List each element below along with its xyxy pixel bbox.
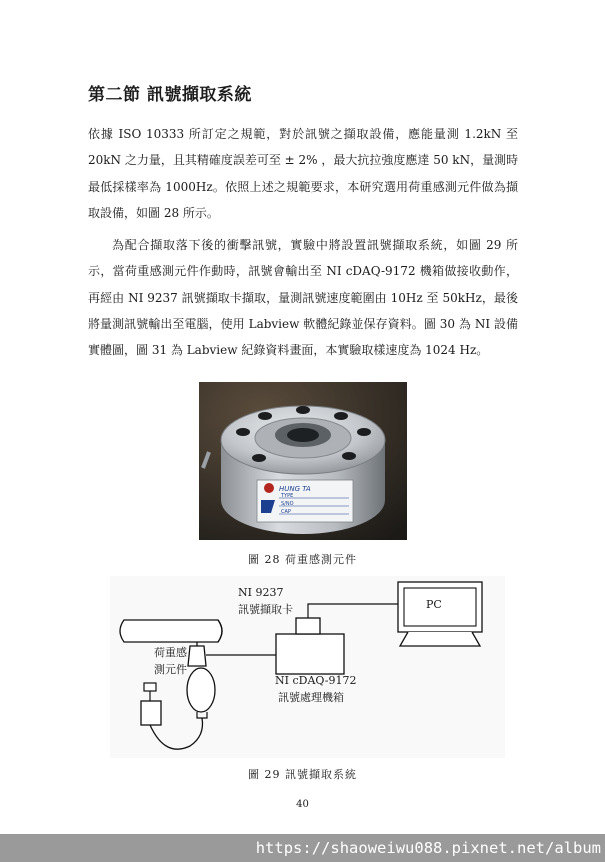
paragraph-line: 再經由 NI 9237 訊號擷取卡擷取，量測訊號速度範圍由 10Hz 至 50kHz，最後 [88,290,518,305]
brand-logo-icon [264,483,274,493]
paragraph-line: 將量測訊號輸出至電腦，使用 Labview 軟體紀錄並保存資料。圖 30 為 NI 設備 [88,316,518,331]
nameplate-field: S/NO [281,501,294,507]
section-heading: 第二節 訊號擷取系統 [88,85,252,105]
pc-keyboard [400,632,480,646]
cdaq-label: NI cDAQ-9172 [275,674,357,687]
ni9237-label: 訊號擷取卡 [238,603,293,616]
ni9237-label: NI 9237 [238,586,284,599]
bolt-hole [342,452,356,460]
paragraph-line: 最低採樣率為 1000Hz。依照上述之規範要求，本研究選用荷重感測元件做為擷 [88,179,518,194]
sensor-label: 測元件 [154,663,187,676]
paragraph-2 [88,232,518,363]
page-number: 40 [296,799,309,810]
nameplate-brand: HUNG TA [279,485,311,493]
paragraph-line: 實體圖，圖 31 為 Labview 紀錄資料畫面，本實驗取樣速度為 1024 Hz。 [88,343,489,358]
nameplate-field: CAP [281,509,291,515]
load-cell-photo [199,382,407,540]
bolt-hole [357,428,371,436]
bolt-hole [258,412,272,420]
figure-28-caption: 圖 28 荷重感測元件 [248,553,357,566]
pc-label: PC [426,598,442,611]
paragraph-line: 示，當荷重感測元件作動時，訊號會輸出至 NI cDAQ-9172 機箱做接收動作， [88,264,518,279]
cdaq-chassis [276,634,344,674]
bolt-hole [334,412,348,420]
bolt-hole [236,428,250,436]
paragraph-line: 20kN 之力量，且其精確度誤差可至 ± 2% ，最大抗拉強度應達 50 kN，量測時 [88,153,519,168]
beam [120,620,222,642]
paragraph-line: 取設備，如圖 28 所示。 [88,205,219,220]
figure-29-caption: 圖 29 訊號擷取系統 [248,768,357,781]
bolt-hole [252,454,266,462]
bolt-hole [296,406,310,414]
cdaq-label: 訊號處理機箱 [278,691,344,704]
sensor-label: 荷重感 [154,646,187,659]
load-cell-symbol [188,646,206,666]
nameplate-field: TYPE [281,493,294,499]
paragraph-line: 為配合擷取落下後的衝擊訊號，實驗中將設置訊號擷取系統，如圖 29 所 [112,238,518,252]
paragraph-line: 依據 ISO 10333 所訂定之規範，對於訊號之擷取設備，應能量測 1.2kN 至 [88,127,518,141]
acquisition-diagram [110,576,505,758]
watermark-url: https://shaoweiwu088.pixnet.net/album [0,834,605,862]
ni9237-module [296,618,320,634]
weight-block [141,701,161,725]
paragraph-1 [88,121,518,226]
sensor-bore-hole [287,428,319,442]
load-cell-weight [187,668,215,712]
